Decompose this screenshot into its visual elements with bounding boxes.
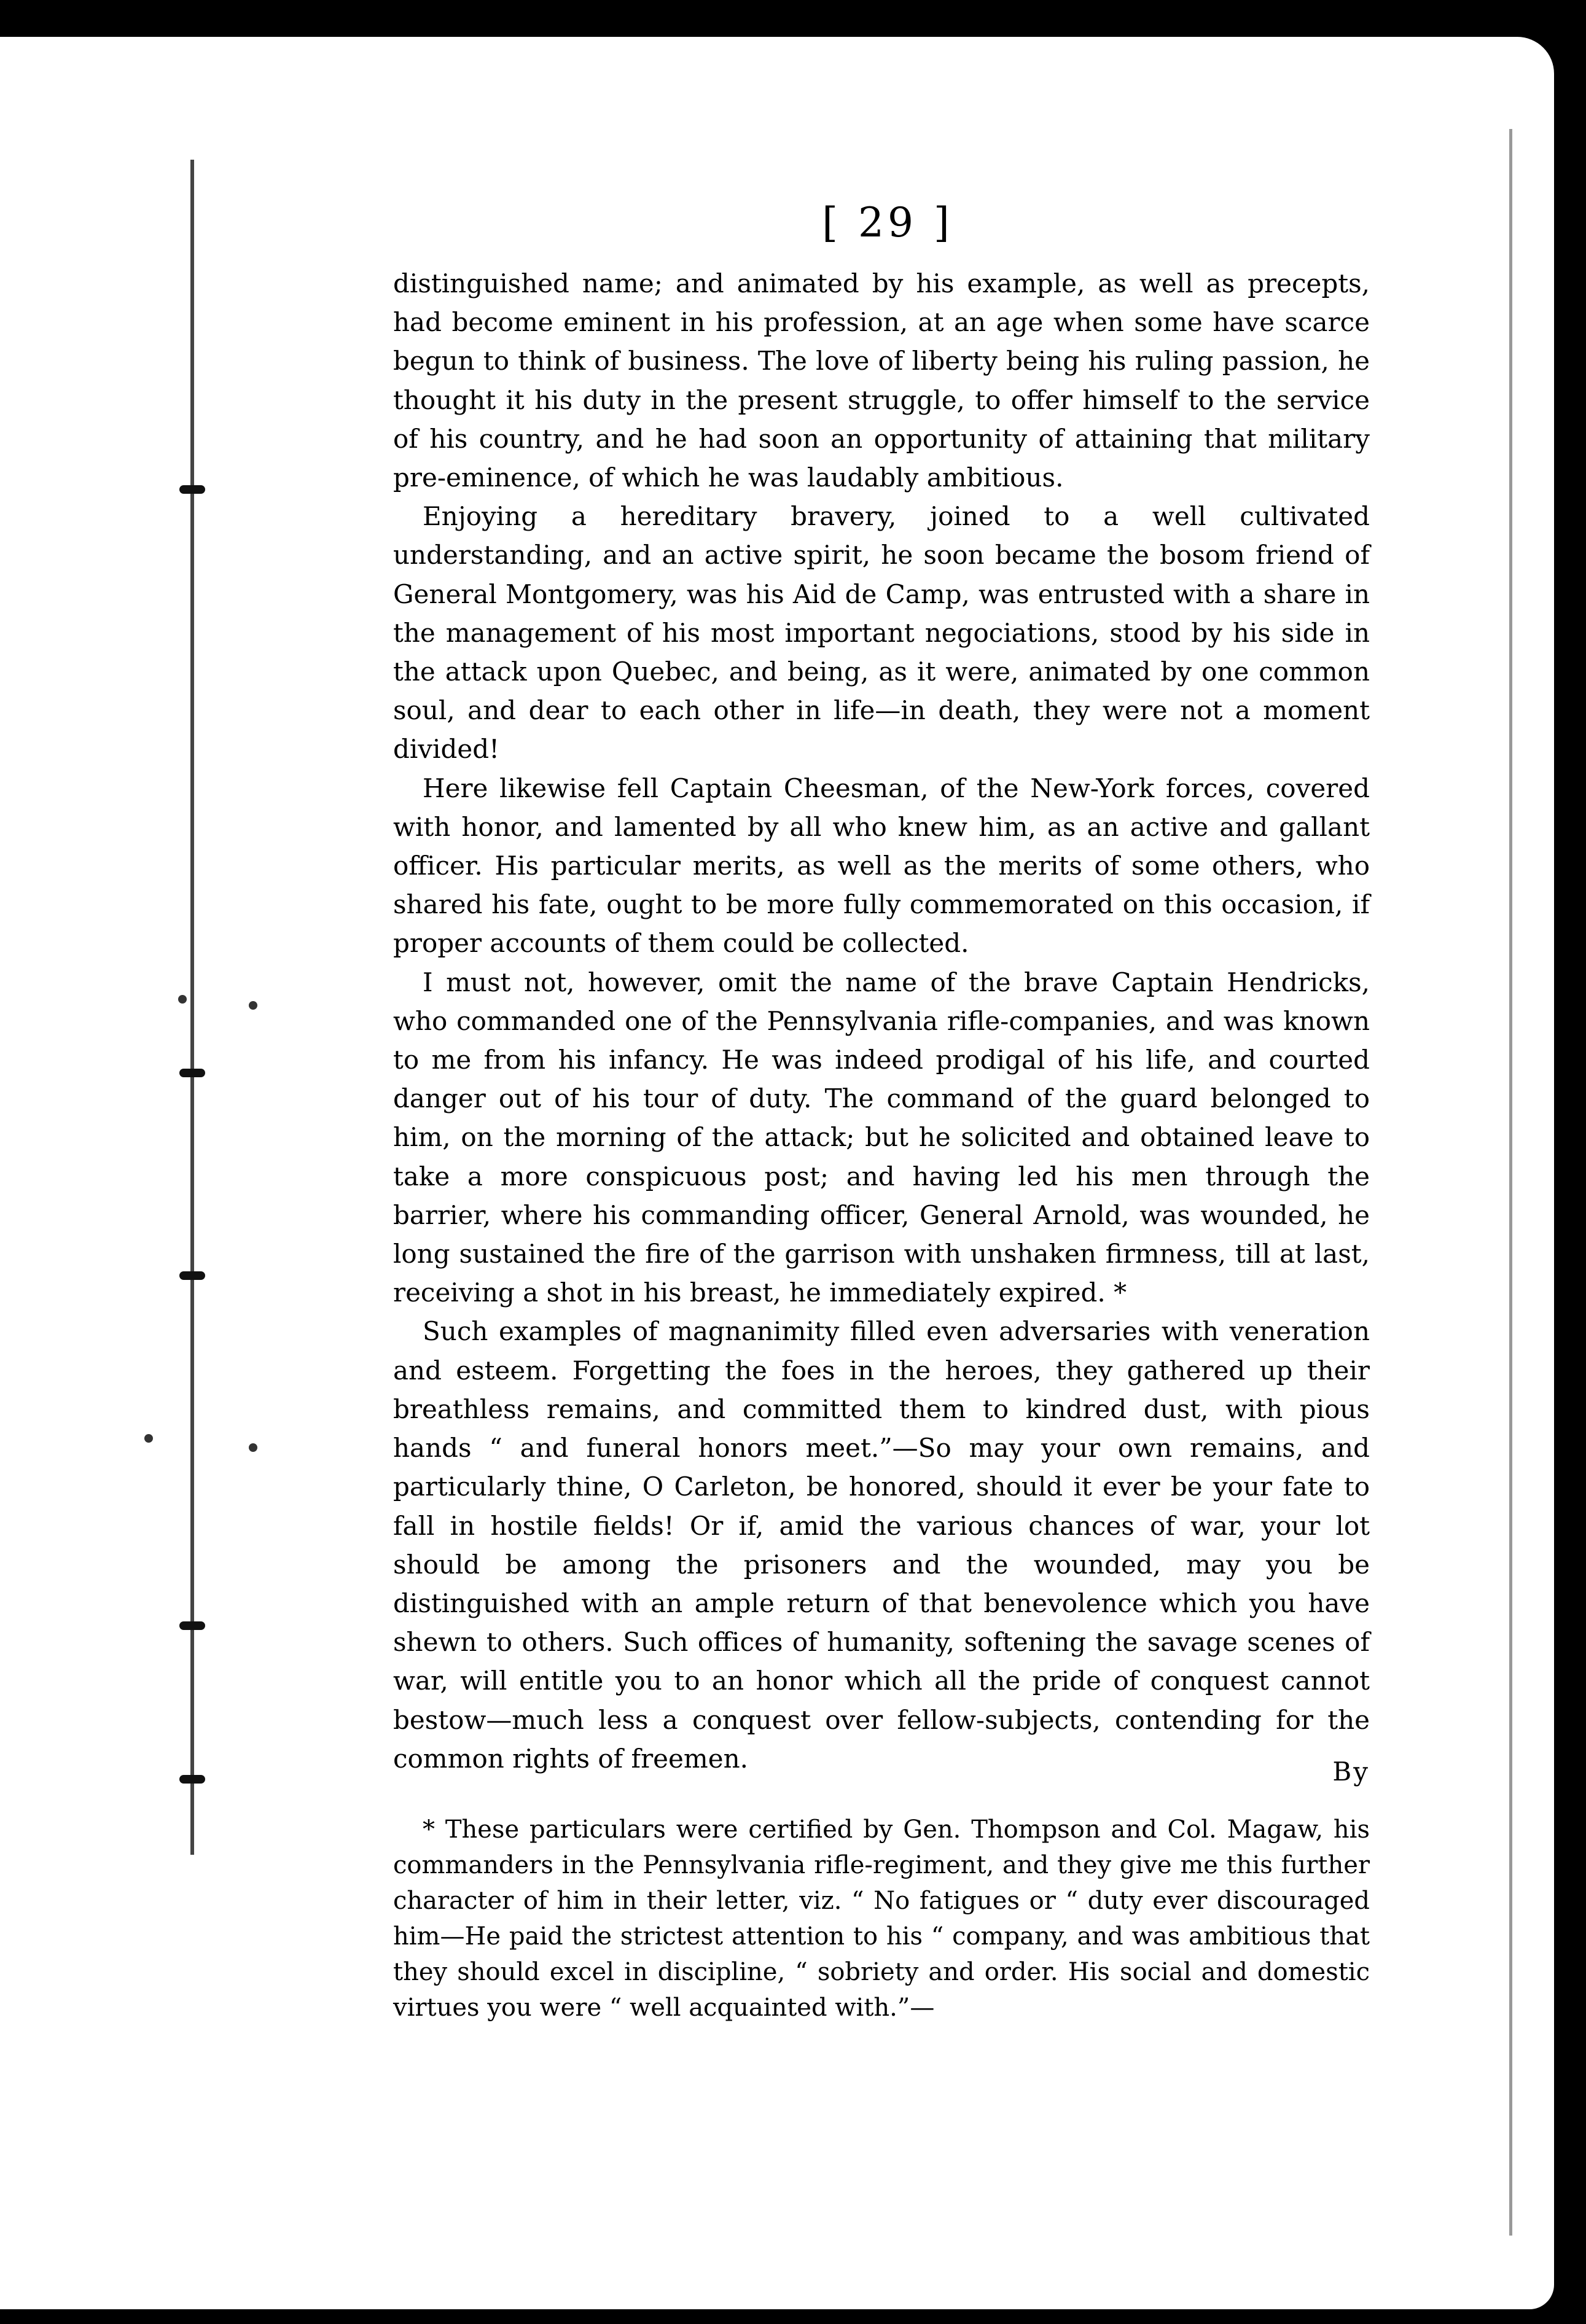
ink-speck (178, 995, 187, 1004)
footnote (393, 1812, 1370, 2026)
catchword: By (1332, 1757, 1370, 1787)
ink-speck (249, 1443, 257, 1452)
binding-stitch-mark (179, 1621, 205, 1630)
paragraph-hendricks: I must not, however, omit the name of the brave Captain Hendricks, who commanded one of the Pennsylvania rifle-companies, and was known to me from his infancy. He was indeed prodigal of his life, and courted danger out of his tour of duty. The command of the guard belonged to him, on the morning of the attack; but he solicited and obtained leave to take a more conspicuous post; and having led his men through the barrier, where his commanding officer, General Arnold, was wounded, he long sustained the fire of the garrison with unshaken firmness, till at last, receiving a shot in his breast, he immediately expired. * (393, 967, 1370, 1308)
ink-speck (249, 1001, 257, 1010)
binding-stitch-mark (179, 1271, 205, 1280)
ink-speck (144, 1434, 153, 1443)
binding-stitch-mark (179, 1775, 205, 1784)
paragraph-magnanimity: Such examples of magnanimity filled even adversaries with veneration and esteem. Forgetting the foes in the heroes, they gathered up their breathless remains, and committed them to kindred dust, with pious hands “ and funeral honors meet.”—So may your own remains, and particularly thine, O Carleton, be honored, should it ever be your fate to fall in hostile fields! Or if, amid the various chances of war, your lot should be among the prisoners and the wounded, may you be distinguished with an ample return of that benevolence which you have shewn to others. Such offices of humanity, softening the savage scenes of war, will entitle you to an honor which all the pride of conquest cannot bestow—much less a conquest over fellow-subjects, contending for the common rights of freemen. (393, 1316, 1370, 1774)
binding-gutter-line (190, 160, 194, 1855)
page-number: [ 29 ] (822, 199, 953, 246)
footnote-text: * These particulars were certified by Gen. Thompson and Col. Magaw, his commanders in the Pennsylvania rifle-regiment, and they give me this further character of him in their letter, viz. “ No fatigues or “ duty ever discouraged him—He paid the strictest attention to his “ company, and was ambitious that they should excel in discipline, “ sobriety and order. His social and domestic virtues you were “ well acquainted with.”— (393, 1815, 1370, 2022)
paragraph-cheesman: Here likewise fell Captain Cheesman, of the New-York forces, covered with honor, and lamented by all who knew him, as an active and gallant officer. His particular merits, as well as the merits of some others, who shared his fate, ought to be more fully commemorated on this occasion, if proper accounts of them could be collected. (393, 773, 1370, 959)
binding-stitch-mark (179, 1069, 205, 1077)
binding-stitch-mark (179, 485, 205, 494)
page-edge-shadow (1509, 129, 1512, 2236)
paragraph-enjoying: Enjoying a hereditary bravery, joined to a well cultivated understanding, and an active spirit, he soon became the bosom friend of General Montgomery, was his Aid de Camp, was entrusted with a share in the management of his most important negociations, stood by his side in the attack upon Quebec, and being, as it were, animated by one common soul, and dear to each other in life—in death, they were not a moment divided! (393, 501, 1370, 765)
main-text (393, 264, 1370, 1778)
paragraph-continuation: distinguished name; and animated by his example, as well as precepts, had become eminent in his profession, at an age when some have scarce begun to think of business. The love of liberty being his ruling passion, he thought it his duty in the present struggle, to offer himself to the service of his country, and he had soon an opportunity of attaining that military pre-eminence, of which he was laudably ambitious. (393, 268, 1370, 493)
